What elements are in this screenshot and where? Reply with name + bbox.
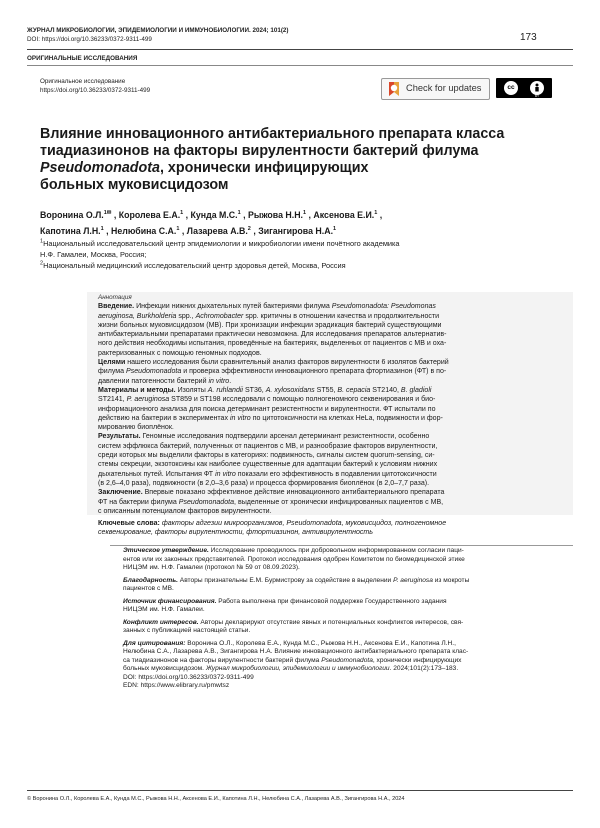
italic-text: aeruginosa, Burkholderia [98, 312, 179, 320]
text-line [98, 488, 564, 497]
notes-divider [110, 545, 573, 546]
author-name: , Королева Е.А. [113, 210, 181, 220]
text: Впервые показано эффективное действие инновационного антибактериального препарата [144, 489, 445, 497]
author-name: , Нелюбина С.А. [106, 226, 177, 236]
text-line [123, 606, 563, 615]
text-line [123, 657, 563, 666]
cc-by-license-badge[interactable] [496, 78, 552, 98]
italic-text: Журнал микробиологии, эпидемиологии и иммунобиологии [205, 665, 390, 672]
text-line [123, 598, 563, 607]
text: Изоляты [177, 386, 208, 394]
affiliations [40, 238, 560, 271]
author-name: , Зигангирова Н.А. [253, 226, 334, 236]
text-line [123, 585, 563, 594]
text-line [98, 339, 564, 348]
affiliation-text: Национальный медицинский исследовательский центр здоровья детей, Москва, Россия [43, 261, 346, 270]
text: НИЦЭМ им. Н.Ф. Гамалеи (протокол № 59 от 08.09.2023). [123, 564, 300, 571]
text: стемы секреции, экзотоксины как наиболее существенные для адаптации бактерий к условиям нижних [98, 461, 438, 469]
article-title [40, 126, 560, 194]
text: НИЦЭМ им. Н.Ф. Гамалеи. [123, 606, 205, 613]
text-line [123, 674, 563, 683]
bold-italic-text: Источник финансирования. [123, 597, 219, 605]
text-line [123, 627, 563, 636]
author-affiliation-mark: 1 [303, 210, 307, 217]
text: больных муковисцидозом. [123, 665, 206, 672]
author-affiliation-mark: 1 [374, 210, 378, 217]
author-name: Капотина Л.Н. [40, 226, 101, 236]
text: (в 2,6–4,0 раза), подвижности (в 2,0–3,6 раза) и процесса формирования биоплёнок (в 2,0–7,7 раза). [98, 479, 430, 487]
text: Исследование проводилось при добровольном информированном согласии паци- [210, 547, 464, 554]
text: с описанным потенциалом факторов вирулентности. [98, 507, 272, 515]
creative-commons-icon: cc [504, 81, 518, 95]
author-name: , Рыжова Н.Н. [243, 210, 304, 220]
text: жизни больных муковисцидозом (МВ). При хронизации инфекции эрадикация бактерий существующими [98, 321, 442, 329]
affiliation-number: 1 [40, 238, 44, 245]
text-line [98, 460, 564, 469]
text-line [98, 470, 564, 479]
bold-text: Заключение. [98, 489, 145, 497]
title-line: больных муковисцидозом [40, 177, 229, 193]
bold-text: Результаты. [98, 433, 143, 441]
text: среди которых мы выделили факторы в категориях: подвижность, сигналы систем quorum-sensing, си- [98, 452, 435, 460]
text-line [98, 405, 564, 414]
text: занных с публикацией настоящей статьи. [123, 627, 251, 634]
header-divider [27, 49, 573, 50]
author-name: , Лазарева А.В. [181, 226, 248, 236]
title-italic: Pseudomonadota [40, 160, 160, 176]
text-line [98, 358, 564, 367]
text: Работа выполнена при финансовой поддержке Государственного задания [218, 597, 447, 605]
author-list [40, 207, 560, 239]
article-notes [123, 547, 563, 691]
text: , выделенные от хронически инфицированных пациентов с МВ, [234, 498, 444, 506]
text-line [98, 519, 564, 528]
text: ST55, [316, 386, 338, 394]
text-line [98, 451, 564, 460]
bold-italic-text: Благодарность. [123, 576, 180, 584]
italic-text: A. ruhlandii [207, 386, 245, 394]
bold-text: Ключевые слова: [98, 520, 162, 527]
section-label: ОРИГИНАЛЬНЫЕ ИССЛЕДОВАНИЯ [27, 55, 138, 62]
author-affiliation-mark: 1 [333, 226, 337, 233]
author-line [40, 207, 560, 223]
abstract [98, 293, 564, 516]
affiliation-line [40, 238, 560, 249]
text-line [98, 432, 564, 441]
text-line [98, 312, 564, 321]
author-affiliation-mark: 1 [100, 226, 104, 233]
text: Нелюбина С.А., Лазарева А.В., Зигангирова Н.А. Влияние инновационного антибактериального препарата клас- [123, 648, 469, 655]
italic-text: Achromobacter [195, 312, 246, 320]
text-line [123, 564, 563, 573]
affiliation-line [40, 249, 560, 260]
title-line [40, 160, 560, 177]
author-name: , Аксенова Е.И. [308, 210, 375, 220]
header-doi: DOI: https://doi.org/10.36233/0372-9311-499 [27, 36, 152, 43]
text: ST859 и ST198 исследовали с помощью полногеномного секвенирования и био- [171, 396, 436, 404]
text: ST36, [244, 386, 266, 394]
text-line [98, 528, 564, 537]
text: пациентов с МВ. [123, 585, 174, 592]
abstract-heading: Аннотация [98, 294, 132, 301]
text: EDN: https://www.elibrary.ru/pmwtsz [123, 682, 230, 689]
text-line [98, 414, 564, 423]
text: Геномные исследования подтвердили арсенал детерминант резистентности, особенно [142, 433, 430, 441]
italic-text: Pseudomonadota: Pseudomonas [331, 303, 436, 311]
by-label: BY [534, 94, 540, 98]
check-for-updates-button[interactable] [381, 78, 490, 100]
text: DOI: https://doi.org/10.36233/0372-9311-499 [123, 673, 254, 681]
title-line: Влияние инновационного антибактериального препарата класса [40, 126, 505, 142]
author-name: Воронина О.Л. [40, 210, 104, 220]
keywords [98, 519, 564, 538]
text: са тиадиазинонов на факторы вирулентности бактерий филума [123, 656, 322, 664]
italic-text: in vitro [215, 470, 238, 478]
text: информационного анализа для поиска детерминант резистентности и вирулентности. ФТ испытали по [98, 405, 436, 413]
text-line [98, 349, 564, 358]
title-line: тиадиазинонов на факторы вирулентности бактерий филума [40, 143, 479, 159]
text: мированию биоплёнок. [98, 424, 174, 432]
author-line [40, 223, 560, 239]
text-line [123, 577, 563, 586]
text-line [98, 321, 564, 330]
italic-text: секвенирование, факторы вирулентности, фтортиазинон, антивирулентность [98, 529, 374, 537]
author-affiliation-mark: 1 [176, 226, 180, 233]
text: ST2140, [372, 386, 401, 394]
text: рактеризованных с помощью геномных подходов. [98, 349, 262, 357]
text: ного действия необходимы испытания, проведённые на бактериях, выделенных от пациентов с МВ и оха- [98, 340, 447, 348]
bold-italic-text: Для цитирования: [123, 639, 188, 647]
text-line [98, 377, 564, 386]
text: по цитотоксичности на клетках HeLa, подвижности и фор- [252, 414, 443, 422]
author-name: , Кунда М.С. [185, 210, 238, 220]
italic-text: B. cepacia [337, 386, 373, 394]
text: spp., [178, 312, 196, 320]
bold-text: Целями [98, 359, 128, 367]
text: Воронина О.Л., Королева Е.А., Кунда М.С., Рыжова Н.Н., Аксенова Е.И., Капотина Л.Н., [187, 639, 456, 647]
journal-header: ЖУРНАЛ МИКРОБИОЛОГИИ, ЭПИДЕМИОЛОГИИ И ИММУНОБИОЛОГИИ. 2024; 101(2) [27, 27, 289, 34]
text-line [123, 556, 563, 565]
text: и проверка эффективности инновационного препарата фтортиазинон (ФТ) в по- [183, 368, 447, 376]
text-line [98, 442, 564, 451]
check-for-updates-label: Check for updates [406, 83, 482, 93]
text: . [229, 377, 232, 385]
bold-text: Материалы и методы. [98, 386, 178, 394]
italic-text: Pseudomonadota [126, 368, 184, 376]
text-line [123, 619, 563, 628]
affiliation-number: 2 [40, 260, 44, 267]
text-line [98, 423, 564, 432]
text: ФТ на бактерии филума [98, 498, 179, 506]
bold-italic-text: Конфликт интересов. [123, 618, 201, 626]
text-line [123, 648, 563, 657]
article-doi[interactable]: https://doi.org/10.36233/0372-9311-499 [40, 87, 151, 94]
footer-divider [27, 790, 573, 791]
text: давлении патогенности бактерий [98, 377, 209, 385]
author-affiliation-mark: 1✉ [103, 210, 112, 217]
article-type: Оригинальное исследование [40, 78, 126, 85]
section-divider [27, 65, 573, 66]
attribution-person-icon [530, 81, 544, 95]
text-line [98, 367, 564, 376]
text-line [123, 682, 563, 691]
text: , хронически инфицирующих [372, 656, 462, 664]
author-name: , [379, 210, 383, 220]
text-line [98, 330, 564, 339]
text: Авторы декларируют отсутствие явных и потенциальных конфликтов интересов, свя- [200, 618, 464, 626]
text: нашего исследования были сравнительный анализ факторов вирулентности 6 изолятов бактерий [127, 359, 449, 367]
italic-text: A. xylosoxidans [265, 386, 317, 394]
italic-text: in vitro [208, 377, 230, 385]
title-text: , хронически инфицирующих [159, 160, 369, 176]
text: из мокроты [434, 576, 470, 584]
italic-text: факторы адгезии микроорганизмов, Pseudomonadota, муковисцидоз, полногеномное [161, 520, 447, 527]
text: филума [98, 368, 127, 376]
text-line [98, 479, 564, 488]
italic-text: Pseudomonadota [178, 498, 235, 506]
text: ST2141, [98, 396, 127, 404]
italic-text: Pseudomonadota [321, 656, 373, 664]
text: антибактериальными препаратами практически невозможна. Для исследования препаратов альтернатив- [98, 331, 447, 339]
bold-italic-text: Этическое утверждение. [123, 547, 211, 554]
text-line [123, 640, 563, 649]
page-number: 173 [520, 32, 537, 43]
text-line [98, 507, 564, 516]
author-affiliation-mark: 1 [237, 210, 241, 217]
text-line [98, 302, 564, 311]
text: показали его эффективность в подавлении цитотоксичности [237, 470, 437, 478]
text: дыхательных путей. Испытания ФТ [98, 470, 216, 478]
affiliation-text: Н.Ф. Гамалеи, Москва, Россия; [40, 250, 147, 259]
italic-text: in vitro [229, 414, 253, 422]
bold-text: Введение. [98, 303, 137, 311]
text: ентов или их законных представителей. Протокол исследования одобрен Комитетом по биомедицинской этике [123, 555, 465, 563]
text-line [123, 547, 563, 556]
text: . 2024;101(2):173–183. [389, 665, 459, 672]
author-affiliation-mark: 2 [247, 226, 251, 233]
text: Инфекции нижних дыхательных путей бактериями филума [136, 303, 332, 311]
text: действию на бактерии в экспериментах [98, 414, 230, 422]
italic-text: P. aeruginosa [126, 396, 172, 404]
affiliation-line [40, 260, 560, 271]
text-line [98, 498, 564, 507]
text: систем эффлюкса бактерий, полученных от пациентов с МВ, и разнообразие факторов вирулентности, [98, 442, 438, 450]
text: Авторы признательны Е.М. Бурмистрову за содействие в выделении [179, 576, 394, 584]
text-line [98, 386, 564, 395]
text: spp. критичны в отношении качества и продолжительности [245, 312, 440, 320]
italic-text: P. aeruginosa [393, 576, 435, 584]
text-line [123, 665, 563, 674]
affiliation-text: Национальный исследовательский центр эпидемиологии и микробиологии имени почётного академика [43, 239, 400, 248]
italic-text: B. gladioli [400, 386, 432, 394]
author-affiliation-mark: 1 [180, 210, 184, 217]
bookmark-check-icon [388, 82, 400, 96]
copyright: © Воронина О.Л., Королева Е.А., Кунда М.С., Рыжова Н.Н., Аксенова Е.И., Капотина Л.Н., Нелюбина С.А., Лазарева А.В., Зигангирова Н.А., 2024 [27, 796, 405, 802]
text-line [98, 395, 564, 404]
